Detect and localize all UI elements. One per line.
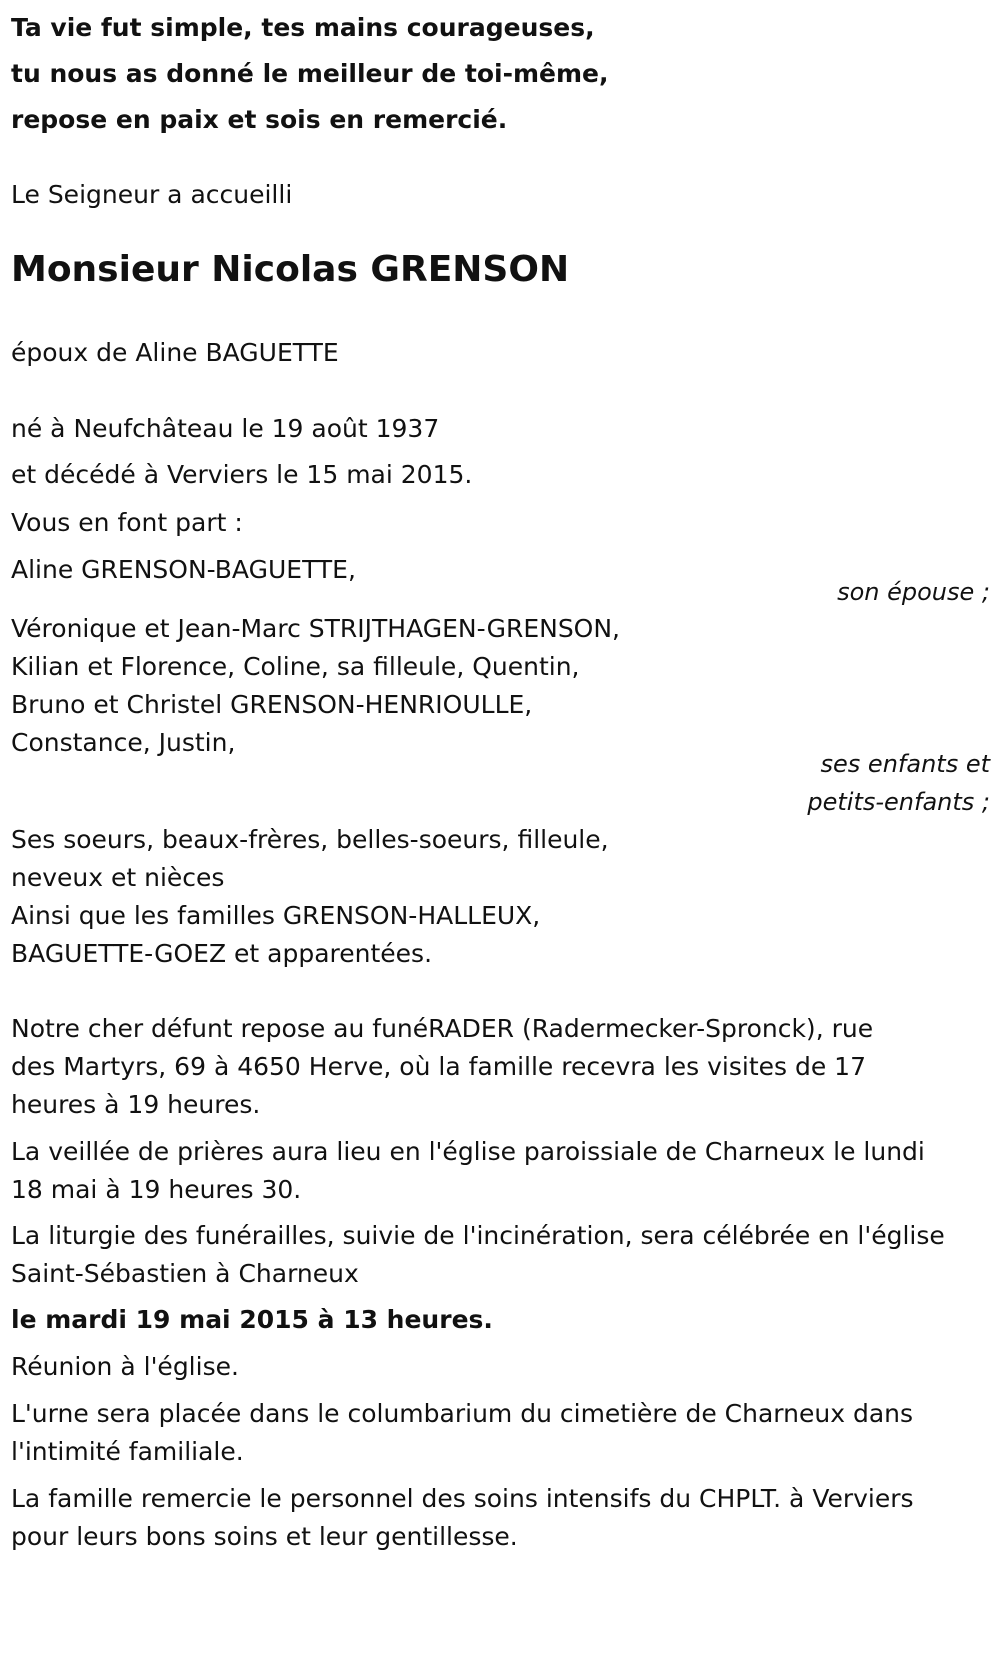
urne-line-1: L'urne sera placée dans le columbarium du cimetière de Charneux dans <box>11 1399 914 1428</box>
children-role-2: petits-enfants ; <box>807 788 990 816</box>
thanks-line-1: La famille remercie le personnel des soins intensifs du CHPLT. à Verviers <box>11 1484 914 1513</box>
poem-line-3: repose en paix et sois en remercié. <box>11 105 508 134</box>
others-line-2: neveux et nièces <box>11 863 225 892</box>
children-line-1: Véronique et Jean-Marc STRIJTHAGEN-GRENSON, <box>11 614 621 643</box>
veillee-line-2: 18 mai à 19 heures 30. <box>11 1175 302 1204</box>
thanks-line-2: pour leurs bons soins et leur gentillesse. <box>11 1522 518 1551</box>
others-line-4: BAGUETTE-GOEZ et apparentées. <box>11 939 433 968</box>
announce-line: Vous en font part : <box>11 508 243 537</box>
poem-line-1: Ta vie fut simple, tes mains courageuses, <box>11 13 595 42</box>
others-line-1: Ses soeurs, beaux-frères, belles-soeurs, filleule, <box>11 825 609 854</box>
repose-line-1: Notre cher défunt repose au funéRADER (Radermecker-Spronck), rue <box>11 1014 874 1043</box>
ceremony-date: le mardi 19 mai 2015 à 13 heures. <box>11 1305 493 1334</box>
birth-line: né à Neufchâteau le 19 août 1937 <box>11 414 440 443</box>
children-line-3: Bruno et Christel GRENSON-HENRIOULLE, <box>11 690 533 719</box>
liturgie-line-1: La liturgie des funérailles, suivie de l'incinération, sera célébrée en l'église <box>11 1221 945 1250</box>
urne-line-2: l'intimité familiale. <box>11 1437 244 1466</box>
spouse-line: époux de Aline BAGUETTE <box>11 338 339 367</box>
repose-line-3: heures à 19 heures. <box>11 1090 261 1119</box>
children-role-1: ses enfants et <box>820 750 990 778</box>
poem-line-2: tu nous as donné le meilleur de toi-même, <box>11 59 609 88</box>
deceased-name: Monsieur Nicolas GRENSON <box>11 249 570 290</box>
veillee-line-1: La veillée de prières aura lieu en l'église paroissiale de Charneux le lundi <box>11 1137 925 1166</box>
others-line-3: Ainsi que les familles GRENSON-HALLEUX, <box>11 901 541 930</box>
spouse-role: son épouse ; <box>837 578 990 606</box>
spouse-name: Aline GRENSON-BAGUETTE, <box>11 555 356 584</box>
children-line-4: Constance, Justin, <box>11 728 236 757</box>
liturgie-line-2: Saint-Sébastien à Charneux <box>11 1259 359 1288</box>
repose-line-2: des Martyrs, 69 à 4650 Herve, où la famille recevra les visites de 17 <box>11 1052 866 1081</box>
intro-text: Le Seigneur a accueilli <box>11 180 293 209</box>
children-line-2: Kilian et Florence, Coline, sa filleule, Quentin, <box>11 652 580 681</box>
death-line: et décédé à Verviers le 15 mai 2015. <box>11 460 473 489</box>
reunion-line: Réunion à l'église. <box>11 1352 239 1381</box>
